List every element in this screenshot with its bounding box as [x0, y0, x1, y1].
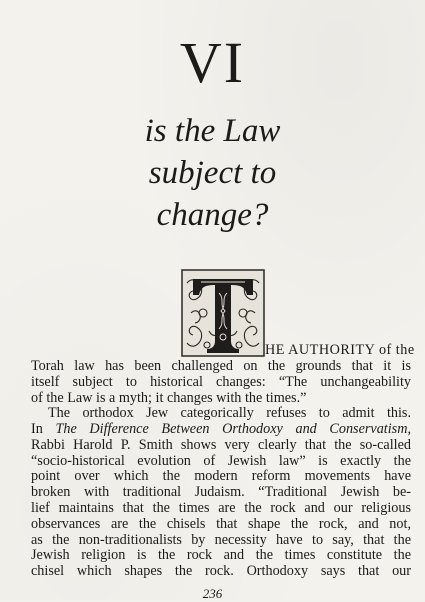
chapter-title-line-2: subject to	[148, 155, 277, 191]
text-line: broken with traditional Judaism. “Traditional Jewish be-	[31, 484, 411, 501]
ornamental-drop-cap-t	[181, 269, 265, 357]
text-line: Torah law has been challenged on the grounds that it is	[31, 358, 411, 374]
chapter-title	[0, 110, 425, 236]
text-line: The orthodox Jew categorically refuses to admit this.	[48, 405, 411, 422]
text-line: Rabbi Harold P. Smith shows very clearly that the so-called	[31, 436, 411, 453]
text-line: as the non-traditionalists by necessity have to say, that the	[31, 531, 411, 548]
paragraph-opening-line: HE AUTHORITY of the	[265, 342, 415, 359]
chapter-number: VI	[179, 30, 246, 95]
text-line: of the Law is a myth; it changes with the times.”	[31, 389, 307, 406]
text-line-with-title: In The Difference Between Orthodoxy and Conservatism,	[31, 421, 411, 438]
text-line: lief maintains that the times are the rock and our religious	[31, 499, 411, 516]
text-line: “socio-historical evolution of Jewish law” is exactly the	[31, 452, 411, 469]
text-line: itself subject to historical changes: “The unchangeability	[31, 373, 411, 390]
text-line: observances are the chisels that shape the rock, and not,	[31, 515, 411, 532]
text-line: point over which the modern reform movements have	[31, 468, 411, 485]
chapter-title-line-3: change?	[156, 197, 269, 233]
text-line: Jewish religion is the rock and the times constitute the	[31, 547, 411, 564]
chapter-title-line-1: is the Law	[144, 113, 281, 149]
page-number: 236	[202, 586, 223, 601]
text-line: chisel which shapes the rock. Orthodoxy says that our	[31, 563, 411, 579]
